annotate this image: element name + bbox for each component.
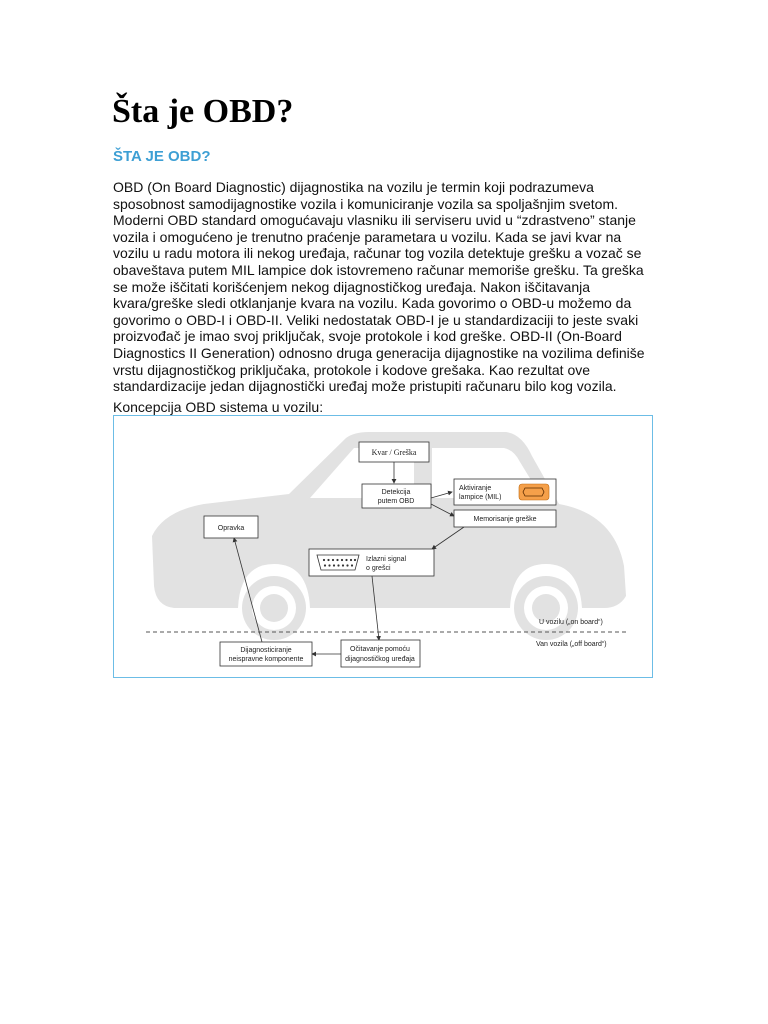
box-detekcija-line2: putem OBD — [377, 498, 415, 505]
box-ocitavanje — [341, 640, 420, 667]
obd-connector-icon — [317, 555, 359, 570]
obd-diagram-figure — [113, 415, 653, 678]
page-title: Šta je OBD? — [112, 93, 294, 130]
box-kvar — [359, 442, 429, 462]
box-ocitavanje-line1: Očitavanje pomoću — [350, 646, 410, 653]
box-dijag-line2: neispravne komponente — [228, 656, 304, 663]
box-izlazni-line1: Izlazni signal — [366, 556, 407, 563]
box-izlazni-line2: o grešci — [366, 565, 391, 572]
box-kvar-label: Kvar / Greška — [371, 448, 417, 457]
box-memorisanje — [454, 510, 556, 527]
label-van-vozila: Van vozila („off board“) — [536, 641, 607, 648]
box-ocitavanje-line2: dijagnostičkog uređaja — [345, 656, 415, 663]
box-dijagnosticiranje — [220, 642, 312, 666]
box-opravka-label: Opravka — [217, 525, 245, 532]
figure-caption: Koncepcija OBD sistema u vozilu: — [113, 399, 324, 415]
body-paragraph: OBD (On Board Diagnostic) dijagnostika na vozilu je termin koji podrazumeva sposobnost samodijagnostike vozila i komuniciranje vozila sa spoljašnjim svetom. Moderni OBD standard omogućavaju vlasniku ili serviseru uvid u “zdrastveno” stanje vozila i omogućeno je trenutno praćenje parametara u vozilu. Kada se javi kvar na vozilu u radu motora ili nekog uređaja, računar tog vozila detektuje grešku a vozač se obaveštava putem MIL lampice dok istovremeno računar memoriše grešku. Ta greška se može iščitati korišćenjem nekog dijagnostičkog uređaja. Nakon iščitavanja kvara/greške sledi otklanjanje kvara na vozilu. Kada govorimo o OBD-u možemo da govorimo o OBD-I i OBD-II. Veliki nedostatak OBD-I je u standardizaciji to jeste svaki proizvođač je imao svoj priključak, svoje protokole i kod greške. OBD-II (On-Board Diagnostics II Generation) odnosno druga generacija dijagnostike na vozilima definiše vrstu dijagnostičkog priključaka, protokole i kodove grešaka. Kao rezultat ove standardizacije jedan dijagnostički uređaj može pristupiti računaru bilo kog vozila. — [113, 179, 645, 395]
box-opravka — [204, 516, 258, 538]
box-aktiviranje-line1: Aktiviranje — [459, 485, 492, 492]
box-izlazni-signal — [309, 549, 434, 576]
mil-lamp-icon — [519, 484, 549, 500]
front-wheel-hub — [260, 594, 288, 622]
box-aktiviranje — [454, 479, 556, 505]
box-detekcija-line1: Detekcija — [381, 489, 411, 496]
section-heading: ŠTA JE OBD? — [113, 148, 211, 165]
box-dijag-line1: Dijagnosticiranje — [240, 647, 292, 654]
box-detekcija — [362, 484, 431, 508]
box-memorisanje-label: Memorisanje greške — [473, 516, 537, 523]
obd-diagram — [114, 416, 654, 679]
rear-wheel-hub — [532, 594, 560, 622]
box-aktiviranje-line2: lampice (MIL) — [459, 494, 502, 501]
label-u-vozilu: U vozilu („on board“) — [539, 619, 603, 626]
